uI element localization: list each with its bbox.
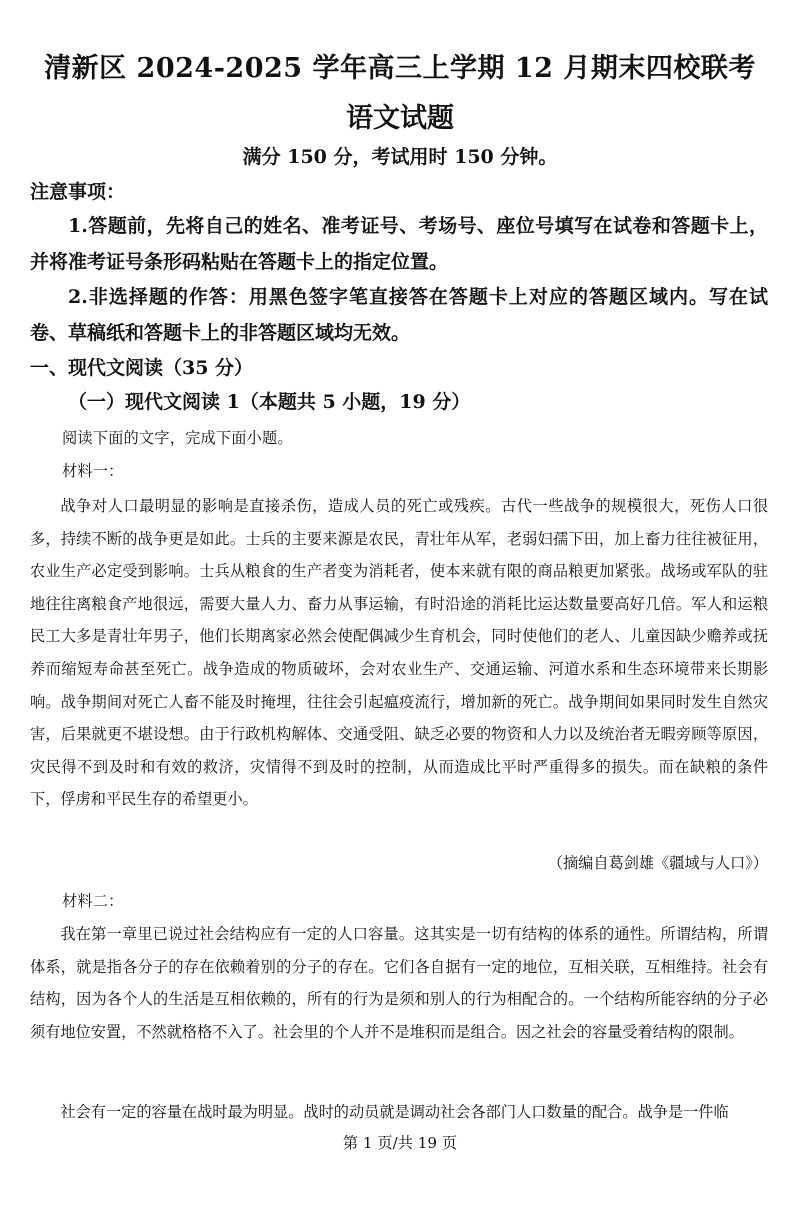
material1-label: 材料一： [62,462,124,480]
section-instruction: 阅读下面的文字，完成下面小题。 [62,429,293,447]
material1-text: 战争对人口最明显的影响是直接杀伤，造成人员的死亡或残疾。古代一些战争的规模很大，死伤人口很多，持续不断的战争更是如此。士兵的主要来源是农民，青壮年从军，老弱妇孺下田，加上畜力往往被征用，农业生产必定受到影响。士兵从粮食的生产者变为消耗者，使本来就有限的商品粮更加紧张。战场或军队的驻地往往离粮食产地很远，需要大量人力、畜力从事运输，有时沿途的消耗比运达数量要高好几倍。军人和运粮民工大多是青壮年男子，他们长期离家必然会使配偶减少生育机会，同时使他们的老人、儿童因缺少赡养或抚养而缩短寿命甚至死亡。战争造成的物质破坏，会对农业生产、交通运输、河道水系和生态环境带来长期影响。战争期间对死亡人畜不能及时掩埋，往往会引起瘟疫流行，增加新的死亡。战争期间如果同时发生自然灾害，后果就更不堪设想。由于行政机构解体、交通受阻、缺乏必要的物资和人力以及统治者无暇旁顾等原因，灾民得不到及时和有效的救济，灾情得不到及时的控制，从而造成比平时严重得多的损失。而在缺粮的条件下，俘虏和平民生存的希望更小。 [30,497,768,809]
material2-paragraph-2: 社会有一定的容量在战时最为明显。战时的动员就是调动社会各部门人口数量的配合。战争是一件临 [60,1103,729,1121]
page-number: 第 1 页/共 19 页 [342,1134,458,1152]
exam-title: 清新区 2024-2025 学年高三上学期 12 月期末四校联考 [44,53,756,84]
exam-subject: 语文试题 [346,103,454,134]
material2-label: 材料二： [62,892,124,910]
exam-info: 满分 150 分，考试用时 150 分钟。 [242,146,558,168]
material2-paragraph-1: 我在第一章里已说过社会结构应有一定的人口容量。这其实是一切有结构的体系的通性。所谓结构，所谓体系，就是指各分子的存在依赖着别的分子的存在。它们各自据有一定的地位，互相关联，互相维持。社会有结构，因为各个人的生活是互相依赖的，所有的行为是须和别人的行为相配合的。一个结构所能容纳的分子必须有地位安置，不然就格格不入了。社会里的个人并不是堆积而是组合。因之社会的容量受着结构的限制。 [30,925,768,1041]
notice-item-2: 2.非选择题的作答：用黑色签字笔直接答在答题卡上对应的答题区域内。写在试卷、草稿纸和答题卡上的非答题区域均无效。 [30,286,768,344]
material1-source: （摘编自葛剑雄《疆域与人口》） [547,854,768,872]
section-heading: 一、现代文阅读（35 分） [30,357,254,379]
section-subheading: （一）现代文阅读 1（本题共 5 小题，19 分） [68,391,471,413]
notice-item-1: 1.答题前，先将自己的姓名、准考证号、考场号、座位号填写在试卷和答题卡上，并将准考证号条形码粘贴在答题卡上的指定位置。 [30,215,768,273]
notice-heading: 注意事项： [30,181,126,203]
